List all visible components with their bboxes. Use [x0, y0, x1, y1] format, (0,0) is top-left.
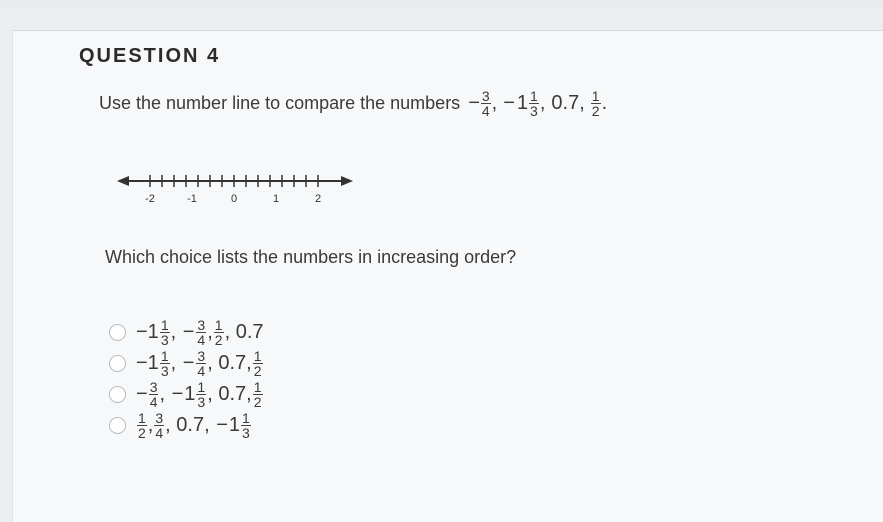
fraction-1-3: $\frac{1}{3}$ — [530, 88, 538, 119]
choice-prompt: Which choice lists the numbers in increasing order? — [105, 247, 517, 267]
radio-button[interactable] — [109, 355, 126, 372]
answer-choice-c[interactable] — [109, 379, 264, 410]
choice-text: − $\frac{3}{4}$ , − 1 $\frac{1}{3}$ , 0.7, $\frac{1}{2}$ — [136, 379, 262, 410]
tick-label: -1 — [187, 193, 197, 205]
fraction-3-4: $\frac{3}{4}$ — [481, 88, 490, 119]
prompt-numbers: − $\frac{3}{4}$ , − 1 $\frac{1}{3}$ , 0.7, $\frac{1}{2}$ . — [468, 88, 608, 119]
top-bar — [0, 0, 883, 8]
radio-button[interactable] — [109, 417, 126, 434]
tick-label: 0 — [230, 193, 238, 205]
question-card — [12, 30, 883, 522]
number-line — [117, 171, 357, 207]
tick-label: 1 — [272, 193, 280, 205]
tick-label: 2 — [314, 193, 322, 205]
question-prompt-row — [99, 89, 607, 118]
choice-text: −1 $\frac{1}{3}$ , − $\frac{3}{4}$ , 0.7, $\frac{1}{2}$ — [136, 348, 262, 379]
question-prompt-text: Use the number line to compare the numbers — [99, 93, 461, 113]
question-title: QUESTION 4 — [79, 45, 221, 67]
left-arrow-icon — [117, 176, 129, 186]
answer-choice-b[interactable] — [109, 348, 264, 379]
radio-button[interactable] — [109, 386, 126, 403]
choice-text: $\frac{1}{2}$ , $\frac{3}{4}$ , 0.7, − 1 $\frac{1}{3}$ — [138, 410, 250, 441]
radio-button[interactable] — [109, 324, 126, 341]
fraction-1-2: $\frac{1}{2}$ — [591, 88, 600, 119]
tick-label: -2 — [145, 193, 155, 205]
right-arrow-icon — [341, 176, 353, 186]
answer-choice-d[interactable] — [109, 410, 264, 441]
choice-text: −1 $\frac{1}{3}$ , − $\frac{3}{4}$ , $\frac{1}{2}$ , 0.7 — [136, 317, 264, 348]
answer-choices — [109, 317, 264, 441]
answer-choice-a[interactable] — [109, 317, 264, 348]
